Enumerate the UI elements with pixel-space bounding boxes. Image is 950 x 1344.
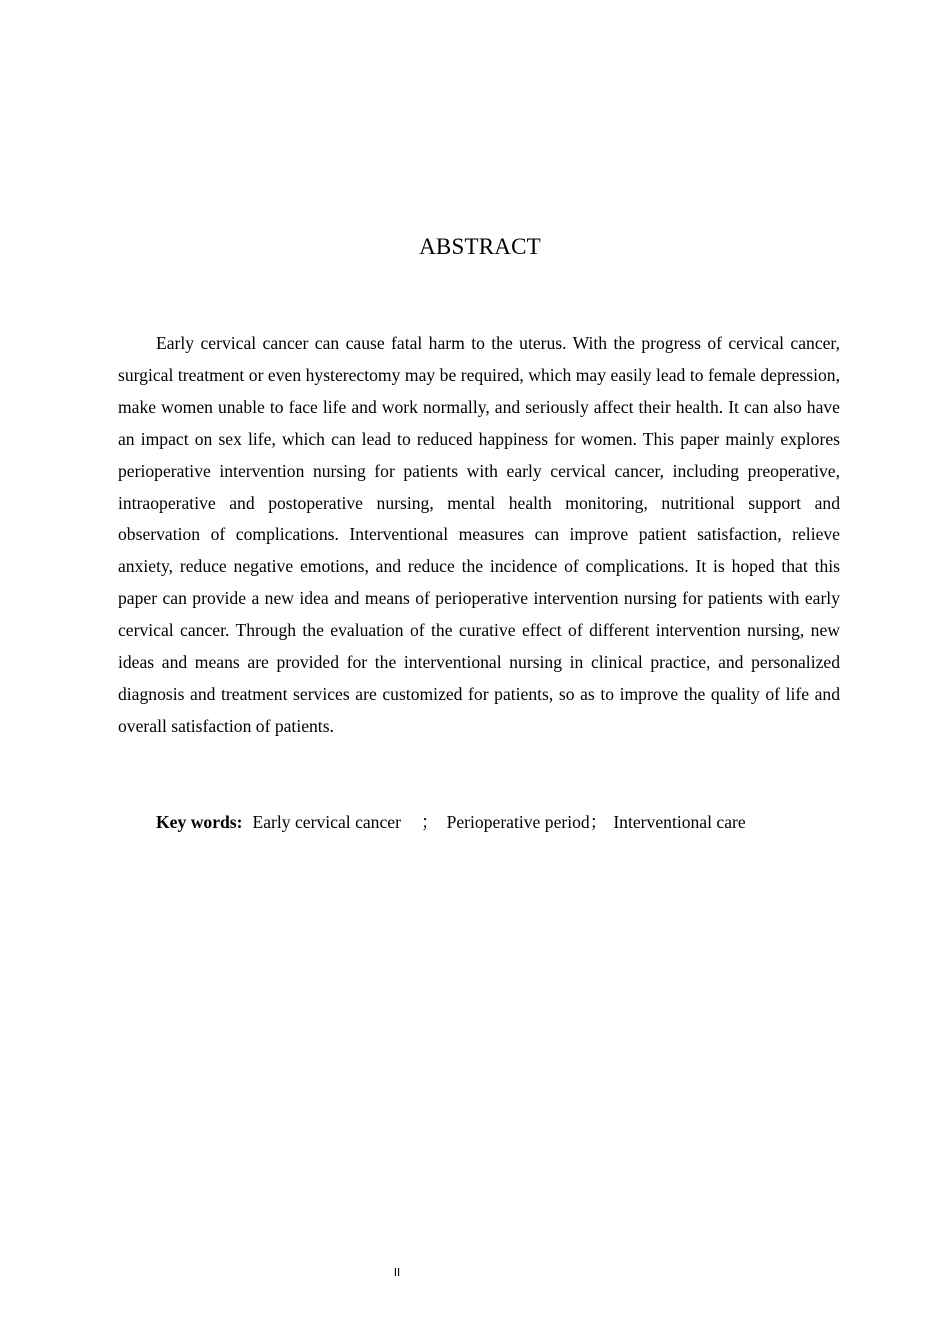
abstract-title: ABSTRACT xyxy=(419,234,541,259)
abstract-paragraph: Early cervical cancer can cause fatal harm to the uterus. With the progress of cervical cancer, surgical treatment or even hysterectomy may be required, which may easily lead to female depression, make women unable to face life and work normally, and seriously affect their health. It can also have an impact on sex life, which can lead to reduced happiness for women. This paper mainly explores perioperative intervention nursing for patients with early cervical cancer, including preoperative, intraoperative and postoperative nursing, mental health monitoring, nutritional support and observation of complications. Interventional measures can improve patient satisfaction, relieve anxiety, reduce negative emotions, and reduce the incidence of complications. It is hoped that this paper can provide a new idea and means of perioperative intervention nursing for patients with early cervical cancer. Through the evaluation of the curative effect of different intervention nursing, new ideas and means are provided for the interventional nursing in clinical practice, and personalized diagnosis and treatment services are customized for patients, so as to improve the quality of life and overall satisfaction of patients. xyxy=(118,333,840,736)
keywords-line xyxy=(156,807,846,837)
keyword-separator: ； xyxy=(420,812,439,832)
keyword-separator: ； xyxy=(589,812,608,832)
keyword-item: Early cervical cancer xyxy=(252,812,401,832)
keywords-label: Key words: xyxy=(156,812,243,832)
page-number: II xyxy=(393,1266,401,1279)
keyword-item: Interventional care xyxy=(613,812,746,832)
keyword-item: Perioperative period xyxy=(446,812,590,832)
